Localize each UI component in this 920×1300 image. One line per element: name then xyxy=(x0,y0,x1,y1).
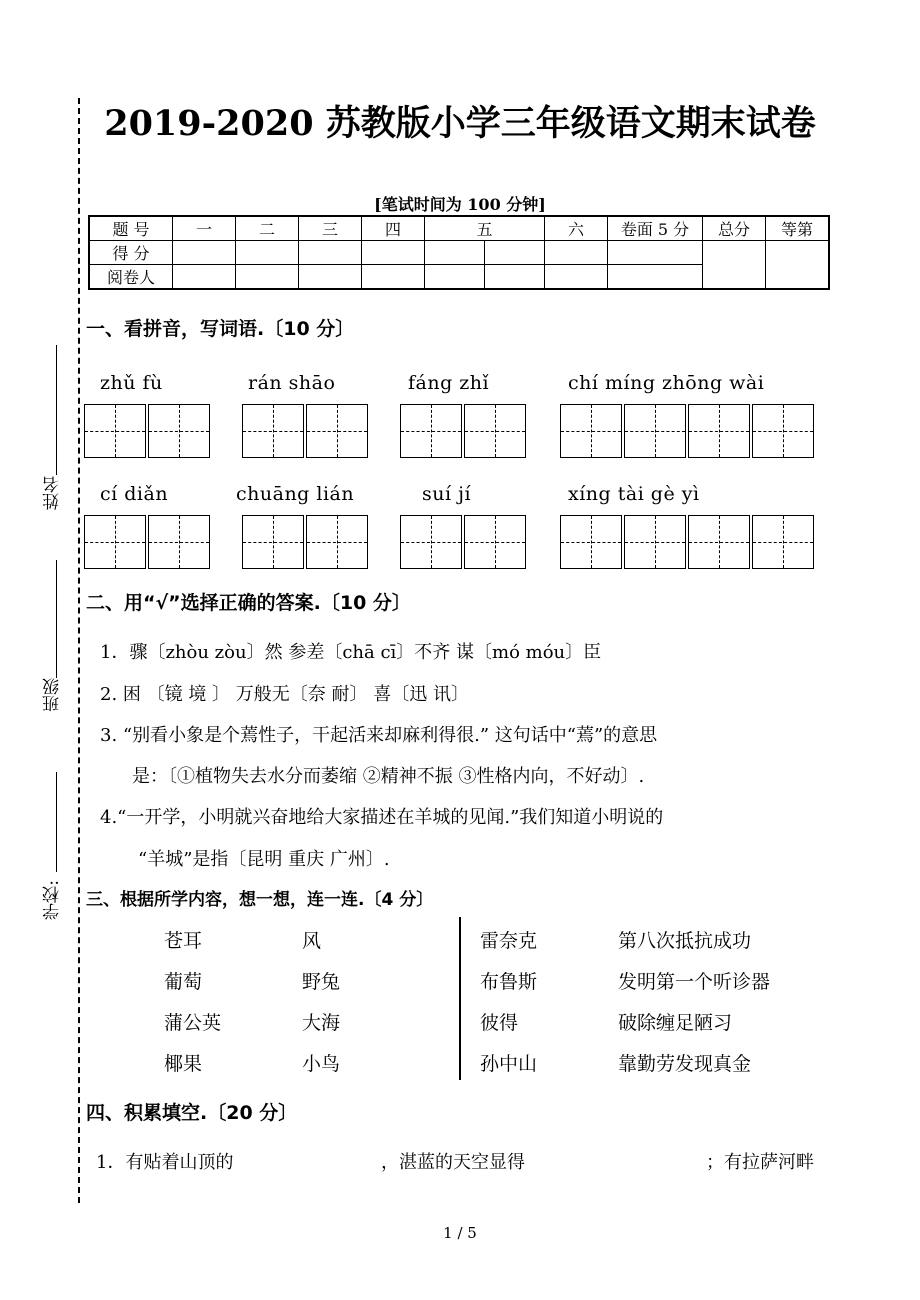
class-blank xyxy=(56,560,57,678)
pinyin-label: fáng zhǐ xyxy=(408,372,490,394)
match-item-left[interactable]: 大海 xyxy=(302,1012,341,1034)
table-cell: 一 xyxy=(173,216,236,241)
writing-box[interactable] xyxy=(752,404,814,458)
class-label: 班级 xyxy=(43,678,63,712)
exam-time-note: [笔试时间为 100 分钟] xyxy=(374,195,546,214)
pinyin-label: chuāng lián xyxy=(236,483,355,505)
question-2-3: 3. “别看小象是个蔫性子，干起活来却麻利得很.” 这句话中“蔫”的意思 xyxy=(100,725,658,746)
writing-box[interactable] xyxy=(752,515,814,569)
writing-box[interactable] xyxy=(400,404,462,458)
name-label: 姓名 xyxy=(43,476,63,510)
writing-box[interactable] xyxy=(242,515,304,569)
match-item-right[interactable]: 靠勤劳发现真金 xyxy=(618,1053,752,1075)
table-cell xyxy=(484,241,544,265)
writing-box[interactable] xyxy=(148,404,210,458)
score-table-row xyxy=(89,241,829,265)
section-4-heading: 四、积累填空.〔20 分〕 xyxy=(86,1102,298,1124)
section-2-heading: 二、用“√”选择正确的答案.〔10 分〕 xyxy=(86,592,411,614)
match-item-right[interactable]: 发明第一个听诊器 xyxy=(618,971,771,993)
table-cell xyxy=(362,265,425,290)
writing-box[interactable] xyxy=(560,404,622,458)
table-cell: 二 xyxy=(236,216,299,241)
match-item-right[interactable]: 雷奈克 xyxy=(480,930,538,952)
table-cell: 四 xyxy=(362,216,425,241)
match-item-left[interactable]: 小鸟 xyxy=(302,1053,341,1075)
page-number: 1 / 5 xyxy=(443,1224,477,1242)
match-item-left[interactable]: 葡萄 xyxy=(164,971,203,993)
school-label: 学校: xyxy=(43,880,63,920)
table-cell xyxy=(608,241,703,265)
writing-box[interactable] xyxy=(464,404,526,458)
table-cell xyxy=(362,241,425,265)
table-cell: 卷面 5 分 xyxy=(608,216,703,241)
table-cell xyxy=(484,265,544,290)
score-table-header-row xyxy=(89,216,829,241)
table-cell xyxy=(425,265,485,290)
table-cell xyxy=(703,241,766,290)
table-cell xyxy=(299,265,362,290)
match-item-right[interactable]: 第八次抵抗成功 xyxy=(618,930,752,952)
section-1-heading: 一、看拼音，写词语.〔10 分〕 xyxy=(86,318,355,340)
table-cell: 等第 xyxy=(766,216,830,241)
writing-box[interactable] xyxy=(306,404,368,458)
match-item-left[interactable]: 蒲公英 xyxy=(164,1012,222,1034)
pinyin-label: xíng tài gè yì xyxy=(568,483,700,505)
table-cell: 总分 xyxy=(703,216,766,241)
match-item-right[interactable]: 破除缠足陋习 xyxy=(618,1012,733,1034)
writing-box[interactable] xyxy=(688,404,750,458)
match-divider xyxy=(459,917,461,1080)
question-2-3-options: 是：〔①植物失去水分而萎缩 ②精神不振 ③性格内向，不好动〕. xyxy=(132,766,645,787)
table-cell xyxy=(299,241,362,265)
question-2-4-options: “羊城”是指〔昆明 重庆 广州〕. xyxy=(138,849,390,870)
question-2-2: 2. 困 〔镜 境 〕 万般无〔奈 耐〕 喜〔迅 讯〕 xyxy=(100,684,469,705)
table-cell xyxy=(545,265,608,290)
table-cell xyxy=(608,265,703,290)
match-item-left[interactable]: 椰果 xyxy=(164,1053,203,1075)
question-2-1: 1．骤〔zhòu zòu〕然 参差〔chā cī〕不齐 谋〔mó móu〕臣 xyxy=(100,642,602,663)
match-item-right[interactable]: 彼得 xyxy=(480,1012,519,1034)
table-cell: 得 分 xyxy=(89,241,173,265)
writing-box[interactable] xyxy=(306,515,368,569)
writing-box[interactable] xyxy=(84,515,146,569)
pinyin-label: cí diǎn xyxy=(100,483,169,505)
table-cell: 五 xyxy=(425,216,545,241)
question-2-4: 4.“一开学，小明就兴奋地给大家描述在羊城的见闻.”我们知道小明说的 xyxy=(100,807,664,828)
page-title: 2019-2020 苏教版小学三年级语文期末试卷 xyxy=(104,103,816,144)
writing-box[interactable] xyxy=(400,515,462,569)
question-4-1-part3: ；有拉萨河畔 xyxy=(706,1152,814,1173)
table-cell xyxy=(173,265,236,290)
table-cell xyxy=(545,241,608,265)
section-3-heading: 三、根据所学内容，想一想，连一连.〔4 分〕 xyxy=(86,890,434,910)
pinyin-label: chí míng zhōng wài xyxy=(568,372,765,394)
table-cell xyxy=(236,265,299,290)
score-table xyxy=(88,215,830,290)
writing-box[interactable] xyxy=(464,515,526,569)
match-item-left[interactable]: 风 xyxy=(302,930,322,952)
match-item-right[interactable]: 孙中山 xyxy=(480,1053,538,1075)
pinyin-label: suí jí xyxy=(422,483,472,505)
school-blank xyxy=(56,772,57,872)
writing-box[interactable] xyxy=(624,515,686,569)
table-cell xyxy=(766,241,830,290)
question-4-1-part2: ，湛蓝的天空显得 xyxy=(381,1152,525,1173)
pinyin-label: zhǔ fù xyxy=(100,372,163,394)
table-cell: 六 xyxy=(545,216,608,241)
binding-dashed-line xyxy=(78,98,80,1203)
table-cell: 阅卷人 xyxy=(89,265,173,290)
writing-box[interactable] xyxy=(624,404,686,458)
table-cell xyxy=(173,241,236,265)
match-item-left[interactable]: 野兔 xyxy=(302,971,341,993)
writing-box[interactable] xyxy=(148,515,210,569)
writing-box[interactable] xyxy=(84,404,146,458)
table-cell: 三 xyxy=(299,216,362,241)
table-cell: 题 号 xyxy=(89,216,173,241)
pinyin-label: rán shāo xyxy=(248,372,336,394)
question-4-1-part1: 1．有贴着山顶的 xyxy=(96,1152,234,1173)
table-cell xyxy=(425,241,485,265)
name-blank xyxy=(56,345,57,475)
writing-box[interactable] xyxy=(242,404,304,458)
match-item-right[interactable]: 布鲁斯 xyxy=(480,971,538,993)
writing-box[interactable] xyxy=(688,515,750,569)
match-item-left[interactable]: 苍耳 xyxy=(164,930,203,952)
table-cell xyxy=(236,241,299,265)
writing-box[interactable] xyxy=(560,515,622,569)
